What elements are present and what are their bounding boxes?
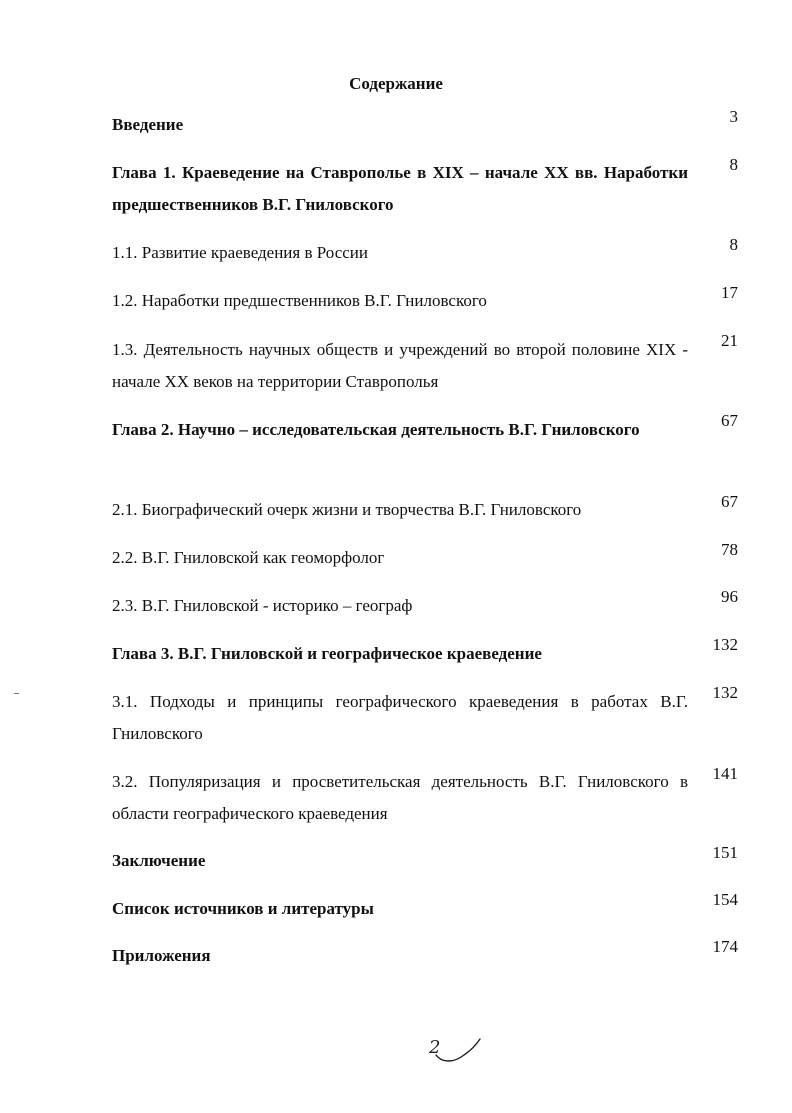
toc-entry-text: Глава 1. Краеведение на Ставрополье в XIX – начале XX вв. Наработки предшественников В.Г. Гниловского: [112, 163, 688, 214]
toc-entry-text: 1.3. Деятельность научных обществ и учреждений во второй половине XIX - начале XX веков на территории Ставрополья: [112, 340, 688, 391]
toc-entry-section-3-2: [112, 766, 688, 830]
toc-page-number: 132: [712, 683, 738, 702]
toc-entry-section-2-2: [112, 542, 688, 574]
toc-entry-section-1-2: [112, 285, 688, 317]
toc-entry-chapter-1: [112, 157, 688, 221]
toc-page-number: 21: [721, 331, 738, 350]
toc-page-number: 96: [721, 587, 738, 606]
toc-entry-text: 2.3. В.Г. Гниловской - историко – географ: [112, 596, 413, 615]
handwritten-page-digit: 2: [429, 1037, 441, 1058]
toc-page-number: 174: [712, 937, 738, 956]
toc-page-number: 8: [729, 155, 738, 174]
toc-entry-text: 3.2. Популяризация и просветительская деятельность В.Г. Гниловского в области географического краеведения: [112, 772, 688, 823]
toc-entry-chapter-2: [112, 414, 688, 446]
toc-entry-section-1-1: [112, 237, 688, 269]
signature-stroke: [436, 1039, 480, 1061]
toc-entry-introduction: [112, 109, 688, 141]
toc-page-number: 141: [712, 764, 738, 783]
toc-entry-text: Список источников и литературы: [112, 899, 374, 918]
scan-edge-mark: [14, 693, 19, 694]
handwritten-page-number: [426, 1033, 486, 1067]
toc-entry-text: 1.2. Наработки предшественников В.Г. Гниловского: [112, 291, 487, 310]
toc-page-number: 132: [712, 635, 738, 654]
toc-entry-text: Приложения: [112, 946, 211, 965]
toc-entry-section-1-3: [112, 334, 688, 398]
toc-entry-text: 3.1. Подходы и принципы географического краеведения в работах В.Г. Гниловского: [112, 692, 688, 743]
toc-entry-section-3-1: [112, 686, 688, 750]
toc-entry-section-2-3: [112, 590, 688, 622]
toc-page-number: 3: [729, 107, 738, 126]
toc-page-number: 78: [721, 540, 738, 559]
toc-entry-text: 2.1. Биографический очерк жизни и творчества В.Г. Гниловского: [112, 500, 582, 519]
toc-entry-text: Глава 2. Научно – исследовательская деятельность В.Г. Гниловского: [112, 420, 640, 439]
toc-entry-chapter-3: [112, 638, 688, 670]
toc-entry-text: Заключение: [112, 851, 206, 870]
toc-entry-conclusion: [112, 845, 688, 877]
toc-page-number: 8: [729, 235, 738, 254]
toc-entry-text: Глава 3. В.Г. Гниловской и географическое краеведение: [112, 644, 542, 663]
toc-entry-appendices: [112, 940, 688, 972]
toc-entry-text: 1.1. Развитие краеведения в России: [112, 243, 368, 262]
toc-entry-section-2-1: [112, 494, 688, 526]
toc-page-number: 151: [712, 843, 738, 862]
contents-title: Содержание: [349, 74, 443, 93]
toc-page-number: 67: [721, 492, 738, 511]
toc-page-number: 17: [721, 283, 738, 302]
toc-entry-text: Введение: [112, 115, 184, 134]
toc-entry-bibliography: [112, 893, 688, 925]
toc-page-number: 67: [721, 411, 738, 430]
toc-entry-text: 2.2. В.Г. Гниловской как геоморфолог: [112, 548, 385, 567]
toc-page-number: 154: [712, 890, 738, 909]
